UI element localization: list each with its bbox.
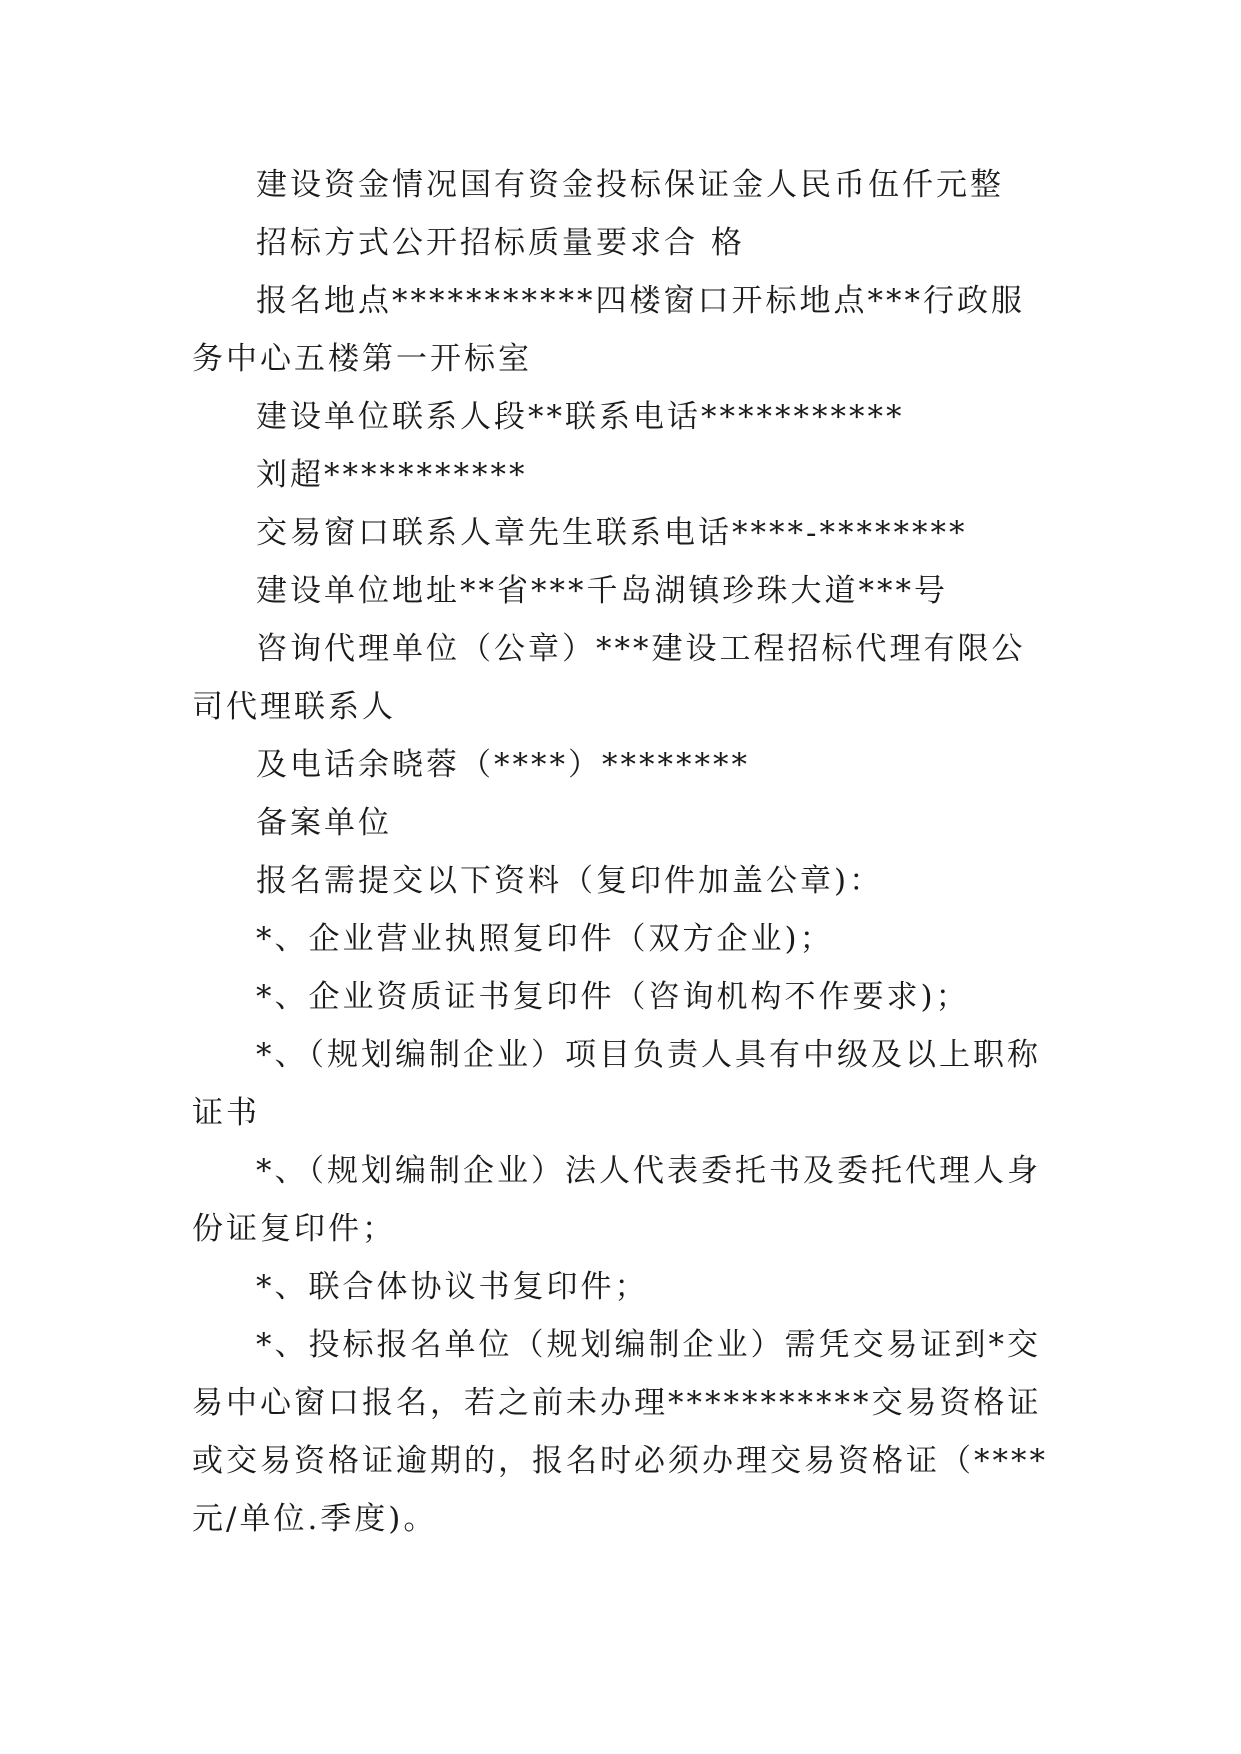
list-item-power-of-attorney: *、（规划编制企业）法人代表委托书及委托代理人身份证复印件；	[192, 1153, 1041, 1247]
list-item-qualification-cert: *、企业资质证书复印件（咨询机构不作要求)；	[256, 979, 970, 1015]
paragraph-filing-unit: 备案单位	[256, 805, 392, 841]
paragraph-contact-liu: 刘超***********	[256, 457, 528, 493]
paragraph-agency: 咨询代理单位（公章）***建设工程招标代理有限公司代理联系人	[192, 631, 1026, 725]
list-item-project-leader: *、（规划编制企业）项目负责人具有中级及以上职称证书	[192, 1037, 1041, 1131]
list-item-business-license: *、企业营业执照复印件（双方企业)；	[256, 921, 834, 957]
paragraph-funding: 建设资金情况国有资金投标保证金人民币伍仟元整	[256, 167, 1004, 203]
paragraph-owner-contact: 建设单位联系人段**联系电话***********	[256, 399, 905, 435]
list-item-consortium-agreement: *、联合体协议书复印件；	[256, 1269, 649, 1305]
paragraph-bidding-method: 招标方式公开招标质量要求合 格	[256, 225, 745, 261]
list-item-registration-notice: *、投标报名单位（规划编制企业）需凭交易证到*交易中心窗口报名，若之前未办理***********交易资格证或交易资格证逾期的，报名时必须办理交易资格证（****元/单位.季度)。	[192, 1327, 1048, 1537]
paragraph-required-materials: 报名需提交以下资料（复印件加盖公章)：	[256, 863, 884, 899]
paragraph-locations: 报名地点***********四楼窗口开标地点***行政服务中心五楼第一开标室	[192, 283, 1025, 377]
document-body	[192, 156, 1052, 1548]
paragraph-owner-address: 建设单位地址**省***千岛湖镇珍珠大道***号	[256, 573, 948, 609]
paragraph-window-contact: 交易窗口联系人章先生联系电话****-********	[256, 515, 968, 551]
paragraph-agency-phone: 及电话余晓蓉（****）********	[256, 747, 750, 783]
